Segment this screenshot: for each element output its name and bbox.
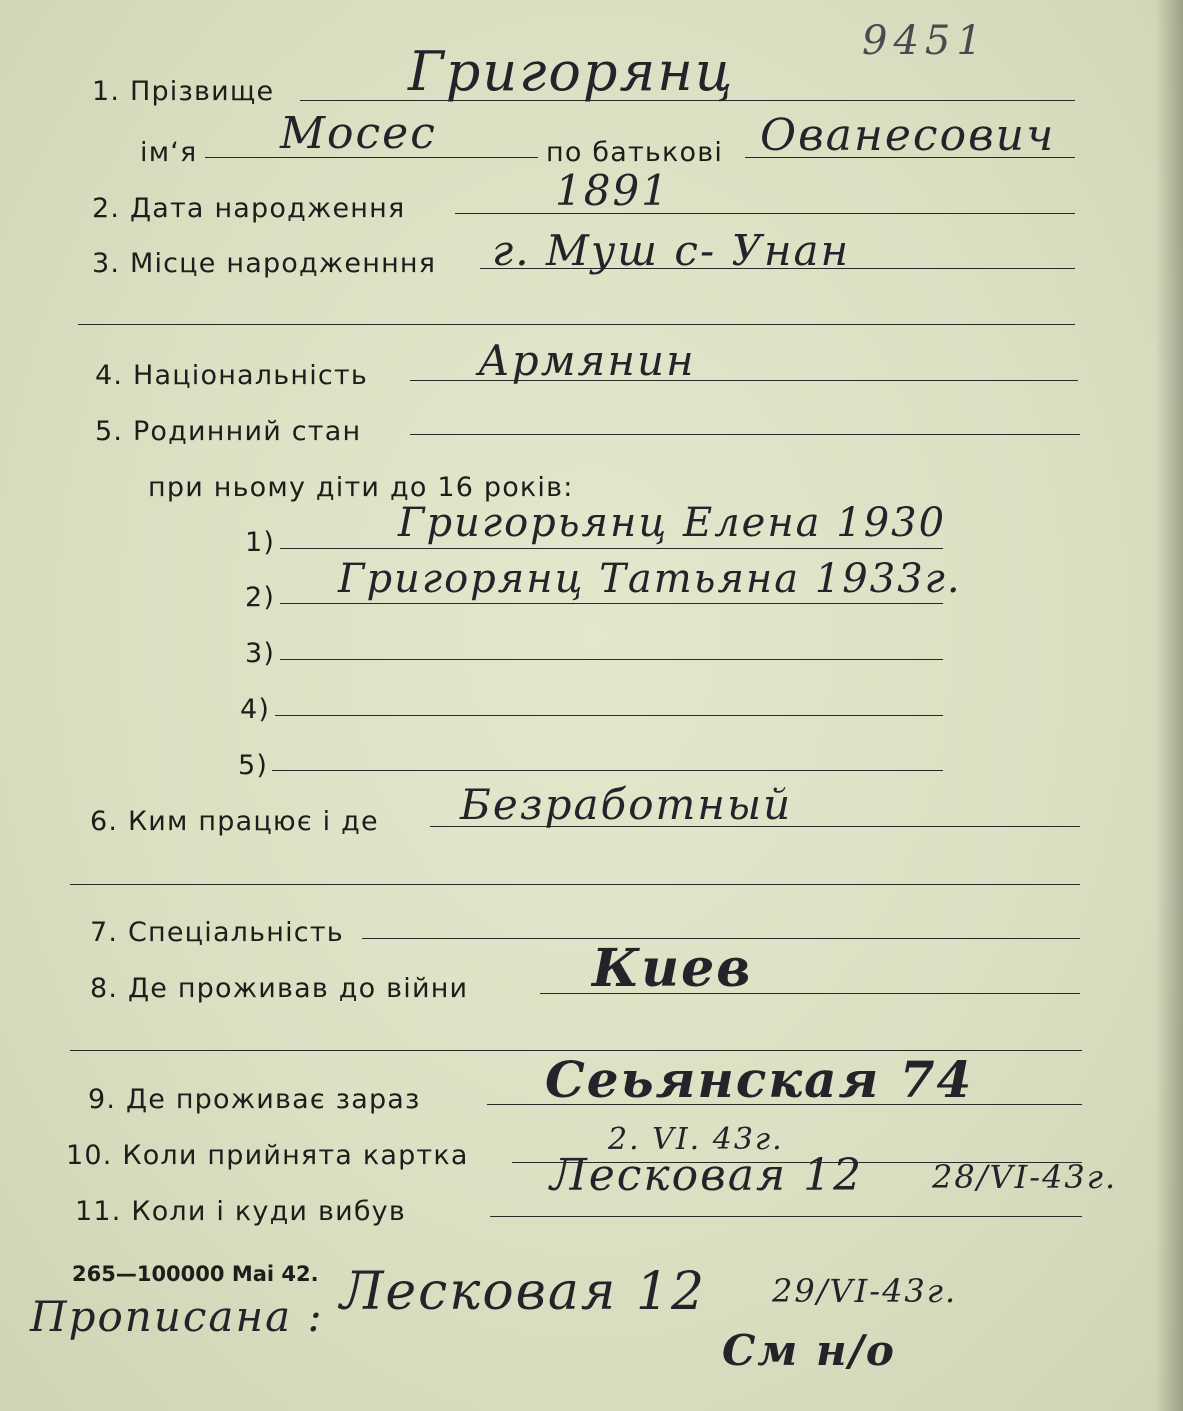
prewar-residence-label: 8. Де проживав до війни [90, 973, 469, 1004]
departed-value: Лесковая 12 [550, 1150, 864, 1201]
occupation-value: Безработный [460, 780, 793, 829]
birth-place-line-2 [78, 324, 1075, 325]
departed-date: 28/VI-43г. [932, 1158, 1118, 1196]
child-4-line [275, 715, 943, 716]
child-1-line [280, 548, 943, 549]
child-2-value: Григорянц Татьяна 1933г. [338, 556, 962, 602]
child-2-label: 2) [245, 582, 276, 613]
child-1-label: 1) [245, 527, 276, 558]
card-edge-shadow [1155, 0, 1183, 1411]
registration-date: 29/VI-43г. [772, 1272, 958, 1310]
patronymic-value: Ованесович [760, 110, 1056, 161]
card-accepted-label: 10. Коли прийнята картка [66, 1140, 469, 1171]
registration-address: Лесковая 12 [340, 1262, 707, 1322]
birth-date-line [455, 213, 1075, 214]
surname-label: 1. Прізвище [92, 76, 275, 107]
birth-place-label: 3. Місце народженння [92, 248, 437, 279]
marital-status-line [410, 434, 1080, 435]
occupation-label: 6. Ким працює і де [90, 806, 379, 837]
current-residence-value: Сеьянская 74 [545, 1050, 974, 1109]
child-3-label: 3) [245, 638, 276, 669]
patronymic-label: по батькові [546, 137, 724, 168]
prewar-residence-value: Киев [592, 938, 753, 999]
birth-date-value: 1891 [555, 166, 670, 215]
registration-note: См н/о [722, 1326, 896, 1375]
child-2-line [280, 603, 943, 604]
departed-line [490, 1216, 1082, 1217]
specialty-label: 7. Спеціальність [90, 917, 344, 948]
departed-label: 11. Коли і куди вибув [75, 1196, 406, 1227]
nationality-label: 4. Національність [95, 360, 368, 391]
nationality-value: Армянин [478, 336, 696, 385]
child-4-label: 4) [240, 694, 271, 725]
current-residence-label: 9. Де проживає зараз [88, 1084, 421, 1115]
child-3-line [280, 659, 943, 660]
archive-number: 9451 [862, 18, 988, 64]
occupation-line-2 [70, 884, 1080, 885]
registration-label: Прописана : [30, 1292, 324, 1341]
marital-status-label: 5. Родинний стан [95, 416, 362, 447]
card-accepted-value: 2. VI. 43г. [608, 1122, 784, 1157]
birth-place-value: г. Муш с- Унан [492, 226, 851, 275]
first-name-value: Мосес [280, 108, 437, 159]
first-name-label: ім‘я [140, 137, 198, 168]
surname-value: Григорянц [408, 40, 735, 103]
child-1-value: Григорьянц Елена 1930 [398, 500, 947, 546]
child-5-line [272, 770, 943, 771]
print-code: 265—100000 Mai 42. [72, 1262, 319, 1286]
children-header: при ньому діти до 16 років: [148, 472, 574, 503]
birth-date-label: 2. Дата народження [92, 193, 406, 224]
child-5-label: 5) [238, 750, 269, 781]
